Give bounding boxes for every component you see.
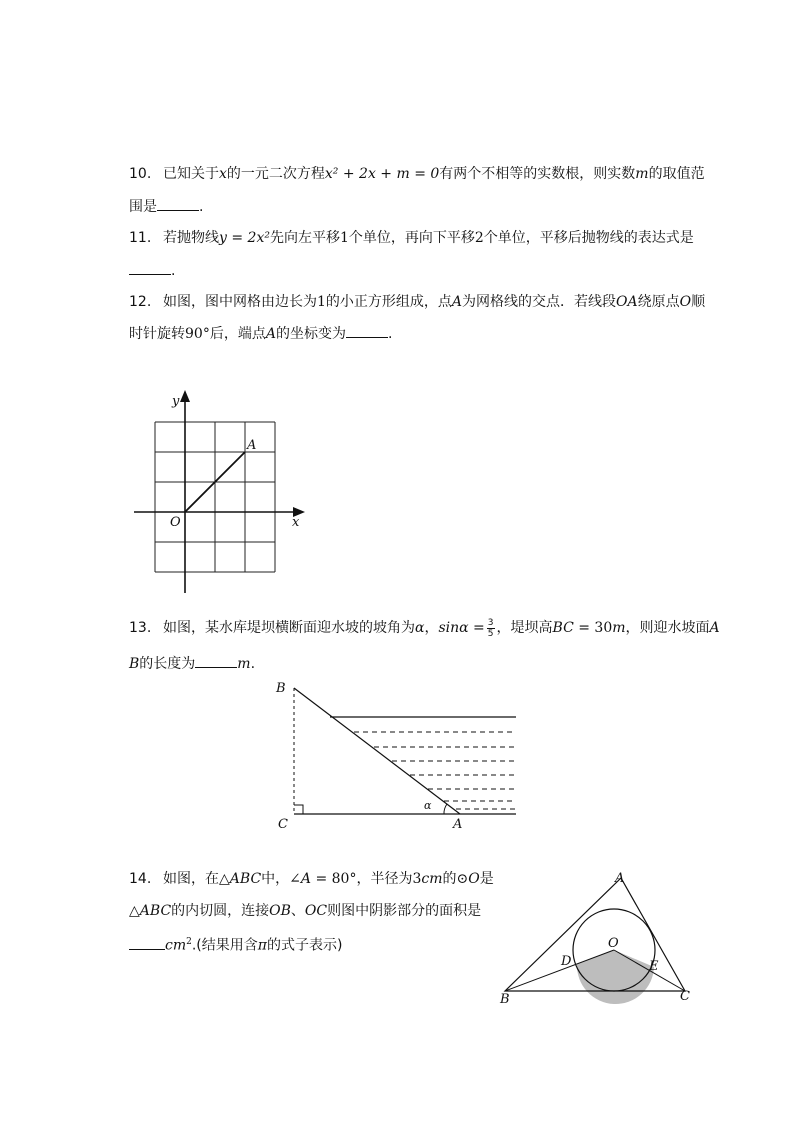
q13-sin: sinα = — [438, 620, 485, 636]
q12-text: 的坐标变为 — [275, 326, 346, 342]
point-b-label: B — [276, 681, 286, 696]
q14-line2 — [129, 901, 481, 921]
q14-text: ，半径为 — [356, 871, 413, 887]
q13-unit: m — [612, 620, 626, 636]
q14-line3 — [129, 932, 342, 956]
q14-unit: cm — [165, 937, 187, 954]
origin-label: O — [170, 515, 181, 530]
q14-unit: cm — [421, 871, 443, 887]
point-a-label: A — [247, 438, 257, 453]
q11-number-1: 1 — [339, 230, 349, 246]
q13-text: ，则迎水坡面 — [625, 620, 710, 636]
q11-answer-blank[interactable] — [129, 260, 171, 275]
q10-line2 — [129, 196, 203, 217]
q14-var-o: O — [468, 871, 480, 887]
q13-fraction — [487, 618, 495, 639]
q14-var-ob: OB — [269, 903, 291, 919]
q12-text: 为网格线的交点．若线段 — [462, 294, 617, 310]
q14-pi: π — [257, 937, 267, 954]
triangle-icon: △ — [129, 903, 140, 919]
q12-text: 时针旋转 — [129, 326, 185, 342]
q12-var-a: A — [451, 294, 463, 310]
q10-answer-blank[interactable] — [157, 196, 199, 211]
q13-text: ，堤坝高 — [496, 620, 553, 636]
q12-number: 12. — [129, 294, 152, 310]
q13-var-bc: BC — [552, 620, 574, 636]
q14-answer-blank[interactable] — [129, 935, 165, 950]
q13-unit: m — [237, 656, 251, 672]
point-c-label: C — [278, 817, 288, 832]
q14-text: 、 — [290, 903, 305, 919]
grid-lines — [155, 422, 275, 572]
q11-text: 个单位，再向下平移 — [348, 230, 475, 246]
q11-period: . — [171, 263, 176, 279]
q10-text: 有两个不相等的实数根，则实数 — [439, 166, 636, 182]
q12-text: 的小正方形组成，点 — [325, 294, 452, 310]
water-dashes — [354, 732, 516, 809]
slope-ab — [294, 688, 460, 814]
q14-var-abc: ABC — [139, 903, 172, 919]
q14-text: 的式子表示) — [266, 937, 343, 954]
q12-line1 — [129, 292, 705, 312]
q14-var-oc: OC — [304, 903, 328, 919]
triangle-icon: △ — [219, 871, 230, 887]
q13-line2 — [129, 653, 255, 674]
q14-text: 则图中阴影部分的面积是 — [327, 903, 482, 919]
q11-equation: y = 2x² — [219, 230, 270, 246]
q13-var-b: B — [129, 656, 140, 672]
point-e-label: E — [649, 959, 659, 974]
q10-number: 10. — [129, 166, 152, 182]
fraction-numerator: 3 — [487, 617, 494, 628]
q12-degree: 90° — [185, 326, 210, 342]
q13-text: ， — [424, 620, 439, 636]
q10-equation: x² + 2x + m = 0 — [324, 166, 440, 182]
q14-text: 的 — [442, 871, 457, 887]
q12-line2 — [129, 323, 392, 344]
q12-text: 绕原点 — [637, 294, 680, 310]
q12-var-o: O — [679, 294, 692, 310]
q14-var-abc: ABC — [229, 871, 262, 887]
q13-answer-blank[interactable] — [195, 653, 237, 668]
q13-number: 13. — [129, 620, 152, 636]
q13-alpha: α — [415, 620, 425, 636]
q14-text: 如图，在 — [163, 871, 219, 887]
x-axis-label: x — [292, 515, 300, 530]
q11-text: 先向左平移 — [269, 230, 340, 246]
q13-text: 的长度为 — [139, 656, 196, 672]
q10-var-x: x — [219, 166, 227, 182]
q14-text: 的内切圆，连接 — [171, 903, 270, 919]
q12-var-a: A — [265, 326, 276, 342]
alpha-label: α — [424, 799, 432, 812]
q13-text: 如图，某水库堤坝横断面迎水坡的坡角为 — [163, 620, 415, 636]
q12-text: 如图，图中网格由边长为 — [163, 294, 317, 310]
q12-text: 后，端点 — [209, 326, 266, 342]
q11-number: 11. — [129, 230, 152, 246]
q14-text: 中， — [261, 871, 290, 887]
point-a-label: A — [615, 871, 625, 886]
q11-line1 — [129, 228, 694, 248]
q12-number-1: 1 — [317, 294, 326, 310]
q11-number-2: 2 — [474, 230, 484, 246]
point-o-label: O — [608, 936, 619, 951]
q13-dam-figure — [270, 678, 530, 838]
q13-period: . — [250, 656, 256, 672]
point-c-label: C — [680, 989, 690, 1004]
q14-radius-value: 3 — [412, 871, 422, 887]
q10-line1 — [129, 164, 705, 184]
q13-var-a: A — [709, 620, 720, 636]
q12-text: 顺 — [691, 294, 706, 310]
q10-period: . — [199, 199, 204, 215]
q12-answer-blank[interactable] — [346, 323, 388, 338]
point-d-label: D — [561, 954, 572, 969]
y-axis-label: y — [172, 394, 180, 409]
q14-superscript: 2 — [186, 937, 192, 947]
q14-text: .(结果用含 — [191, 937, 258, 954]
q10-text: 的一元二次方程 — [226, 166, 325, 182]
point-b-label: B — [500, 992, 510, 1007]
q14-line1 — [129, 869, 494, 889]
fraction-denominator: 5 — [487, 628, 494, 639]
alpha-arc — [444, 804, 447, 814]
q12-var-oa: OA — [616, 294, 638, 310]
q11-line2 — [129, 260, 175, 281]
y-axis-arrow-icon — [180, 390, 190, 402]
q13-line1 — [129, 615, 720, 641]
shaded-sector — [577, 950, 654, 1004]
circle-dot-icon: ⊙ — [456, 871, 469, 887]
q11-text: 个单位，平移后抛物线的表达式是 — [483, 230, 694, 246]
q10-text: 已知关于 — [163, 166, 219, 182]
q14-incircle-figure — [495, 868, 705, 1008]
q14-number: 14. — [129, 871, 152, 887]
q12-period: . — [387, 326, 393, 342]
q10-text: 的取值范 — [648, 166, 705, 182]
q11-text: 若抛物线 — [163, 230, 219, 246]
point-a-label: A — [453, 817, 463, 832]
right-angle-mark — [294, 805, 303, 814]
q14-angle-value: = 80° — [311, 871, 357, 887]
q10-text: 围是 — [129, 199, 157, 215]
q14-text: 是 — [479, 871, 494, 887]
q10-var-m: m — [635, 166, 649, 182]
angle-icon: ∠ — [289, 871, 301, 887]
q12-grid-figure — [130, 390, 310, 600]
q13-value: = 30 — [573, 620, 613, 636]
q14-var-a: A — [300, 871, 312, 887]
